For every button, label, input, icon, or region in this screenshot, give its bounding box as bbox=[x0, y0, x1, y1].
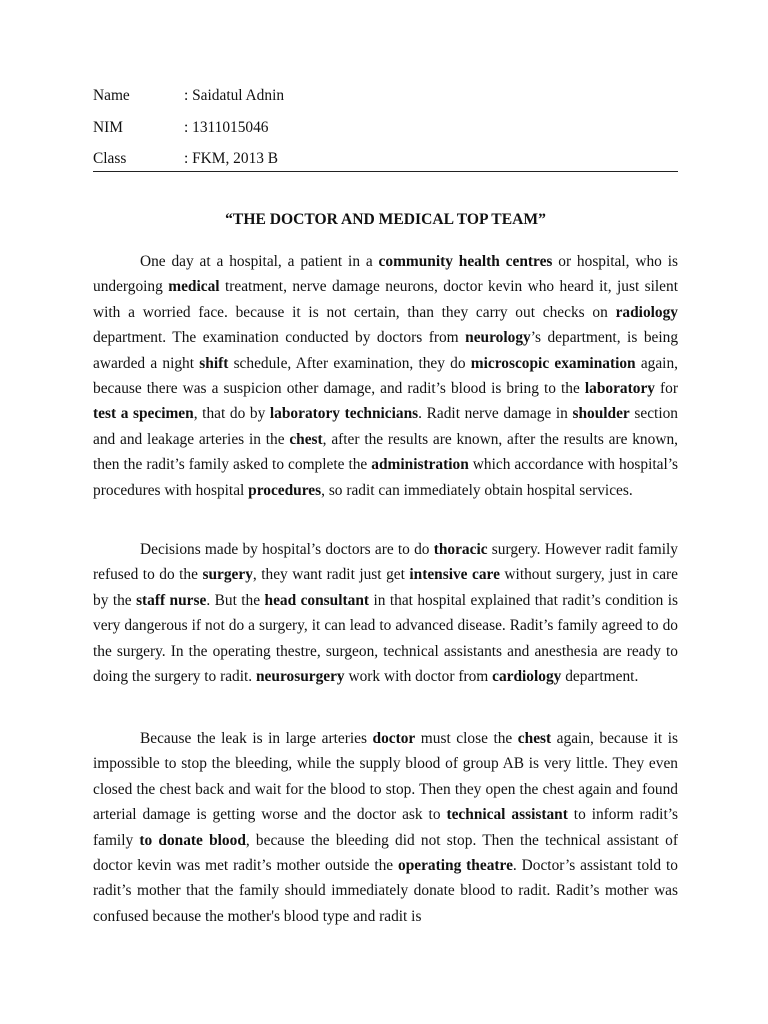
bold-term: to donate blood bbox=[139, 831, 246, 849]
bold-term: medical bbox=[168, 278, 220, 296]
bold-term: laboratory bbox=[584, 380, 655, 398]
class-value: : FKM, 2013 B bbox=[184, 150, 279, 167]
text-run: for bbox=[654, 380, 678, 398]
text-run: department. The examination conducted by doctors from bbox=[93, 329, 466, 347]
nim-label: NIM bbox=[93, 119, 123, 136]
bold-term: microscopic examination bbox=[470, 354, 636, 372]
text-run: surgery. However radit family refused to do the bbox=[93, 541, 679, 584]
bold-term: community health centres bbox=[378, 253, 553, 270]
paragraph-2 bbox=[93, 537, 678, 689]
bold-term: surgery bbox=[202, 566, 253, 584]
bold-term: intensive care bbox=[409, 566, 500, 584]
bold-term: procedures bbox=[248, 481, 322, 499]
text-run: or hospital, who is undergoing bbox=[93, 253, 678, 296]
bold-term: doctor bbox=[372, 730, 416, 747]
bold-term: staff nurse bbox=[136, 591, 207, 609]
bold-term: thoracic bbox=[433, 541, 488, 558]
paragraph-1 bbox=[93, 249, 678, 503]
bold-term: radiology bbox=[615, 303, 678, 321]
text-run: , so radit can immediately obtain hospital services. bbox=[321, 481, 633, 499]
text-run: , they want radit just get bbox=[252, 566, 410, 584]
text-run: work with doctor from bbox=[344, 668, 493, 686]
text-run: section and and leakage arteries in the bbox=[93, 405, 678, 448]
name-label: Name bbox=[93, 87, 130, 104]
text-run: department. bbox=[561, 668, 639, 686]
text-run: treatment, nerve damage neurons, doctor kevin who heard it, just silent with a worried face. because it is not certain, than they carry out checks on bbox=[93, 278, 678, 321]
bold-term: neurosurgery bbox=[256, 668, 345, 686]
class-label: Class bbox=[93, 150, 127, 167]
text-run: . Doctor’s assistant told to radit’s mother that the family should immediately donate blood to radit. Radit’s mother was confused because the mother's blood type and radit is bbox=[93, 857, 678, 925]
text-run: Because the leak is in large arteries bbox=[140, 730, 373, 747]
header-nim-row bbox=[93, 119, 683, 139]
text-run: which accordance with hospital’s procedures with hospital bbox=[93, 456, 679, 499]
text-run: , that do by bbox=[193, 405, 270, 423]
text-run: , after the results are known, after the results are known, then the radit’s family asked to complete the bbox=[93, 430, 678, 474]
bold-term: operating theatre bbox=[398, 857, 513, 875]
text-run: again, because it is impossible to stop the bleeding, while the supply blood of group AB is very little. They even closed the chest back and wait for the blood to stop. Then they open the chest again and found arterial damage is getting worse and the doctor ask to bbox=[93, 730, 679, 824]
bold-term: laboratory technicians bbox=[269, 405, 419, 423]
paragraph-3 bbox=[93, 726, 678, 929]
text-run: ’s department, is being awarded a night bbox=[93, 329, 679, 372]
text-run: again, because there was a suspicion other damage, and radit’s blood is bring to the bbox=[93, 354, 679, 398]
text-run: must close the bbox=[415, 730, 518, 747]
header-name-row bbox=[93, 87, 683, 107]
bold-term: shift bbox=[199, 354, 229, 372]
document-title: “THE DOCTOR AND MEDICAL TOP TEAM” bbox=[225, 211, 546, 228]
bold-term: chest bbox=[517, 730, 552, 747]
text-run: without surgery, just in care by the bbox=[93, 566, 678, 609]
text-run: to inform radit’s family bbox=[93, 806, 679, 849]
nim-value: : 1311015046 bbox=[184, 119, 269, 136]
bold-term: cardiology bbox=[492, 668, 562, 686]
header-divider bbox=[93, 171, 678, 172]
text-run: in that hospital explained that radit’s condition is very dangerous if not do a surgery, it can lead to advanced disease. Radit’s family agreed to do the surgery. In the operating thestre, surgeon, technical assistants and anesthesia are ready to doing the surgery to radit. bbox=[93, 591, 679, 686]
bold-term: chest bbox=[289, 430, 323, 448]
header-class-row bbox=[93, 150, 683, 170]
text-run: . But the bbox=[206, 591, 265, 609]
text-run: One day at a hospital, a patient in a bbox=[140, 253, 379, 270]
text-run: . Radit nerve damage in bbox=[418, 405, 573, 423]
bold-term: head consultant bbox=[264, 591, 370, 609]
bold-term: technical assistant bbox=[446, 806, 568, 824]
text-run: Decisions made by hospital’s doctors are to do bbox=[140, 541, 434, 558]
name-value: : Saidatul Adnin bbox=[184, 87, 285, 104]
bold-term: shoulder bbox=[572, 405, 630, 423]
text-run: schedule, After examination, they do bbox=[228, 354, 471, 372]
bold-term: test a specimen bbox=[93, 405, 194, 423]
bold-term: neurology bbox=[465, 329, 531, 347]
text-run: , because the bleeding did not stop. Then the technical assistant of doctor kevin was met radit’s mother outside the bbox=[93, 831, 678, 875]
bold-term: administration bbox=[371, 456, 469, 474]
